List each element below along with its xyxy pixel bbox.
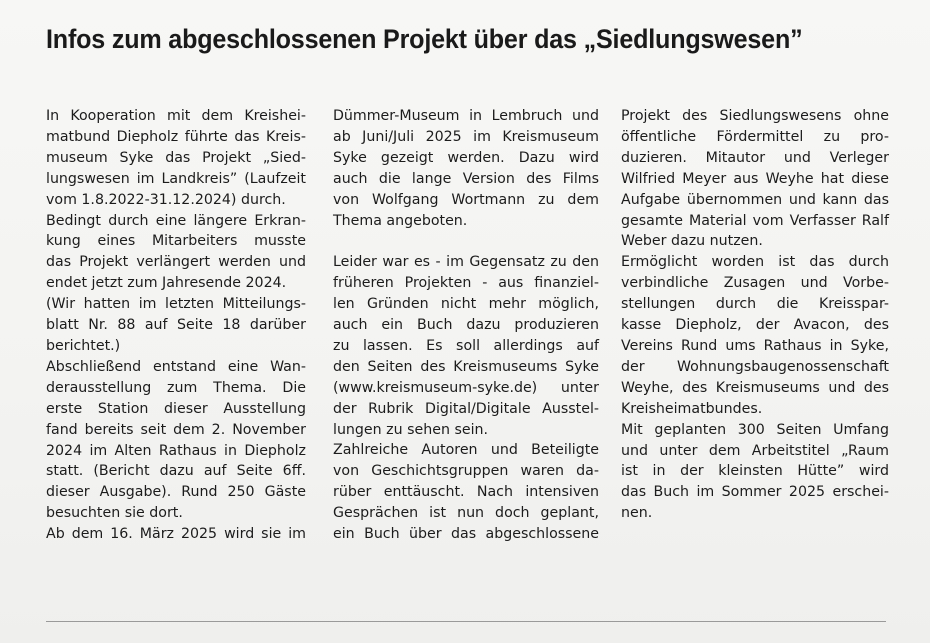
text-line: Kreisheimatbundes.: [621, 400, 763, 417]
text-line: Projekt des Siedlungswesens ohne: [621, 108, 889, 124]
text-line: kung eines Mitarbeiters musste: [46, 233, 306, 250]
text-line: gesamte Material vom Verfasser Ralf: [621, 212, 889, 229]
text-line: fand bereits seit dem 2. November: [46, 421, 306, 438]
text-line: Syke gezeigt werden. Dazu wird: [333, 149, 599, 166]
text-line: len Gründen nicht mehr möglich,: [333, 296, 599, 313]
text-line: 2024 im Alten Rathaus in Diepholz: [46, 442, 306, 459]
bottom-rule: [46, 621, 886, 622]
text-line: Zahlreiche Autoren und Beteiligte: [333, 442, 599, 459]
text-line: ein Buch über das abgeschlossene: [333, 526, 599, 543]
text-line: vom 1.8.2022-31.12.2024) durch.: [46, 191, 286, 208]
text-line: (www.kreismuseum-syke.de) unter: [333, 379, 599, 396]
text-line: (Wir hatten im letzten Mitteilungs-: [46, 296, 306, 313]
text-line: Wilfried Meyer aus Weyhe hat diese: [621, 170, 889, 187]
text-line: besuchten sie dort.: [46, 505, 183, 522]
text-line: Thema angeboten.: [333, 212, 468, 229]
text-line: Weber dazu nutzen.: [621, 233, 763, 250]
text-line: das Buch im Sommer 2025 erschei-: [621, 484, 889, 501]
text-line: In Kooperation mit dem Kreishei-: [46, 108, 306, 124]
text-line: erste Station dieser Ausstellung: [46, 400, 306, 417]
text-line: Ermöglicht worden ist das durch: [621, 254, 889, 271]
text-line: Bedingt durch eine längere Erkran-: [46, 212, 306, 229]
text-line: Mit geplanten 300 Seiten Umfang: [621, 421, 889, 438]
text-line: Dümmer-Museum in Lembruch und: [333, 108, 599, 124]
text-line: Aufgabe übernommen und kann das: [621, 191, 889, 208]
text-line: statt. (Bericht dazu auf Seite 6ff.: [46, 463, 306, 480]
text-line: lungen zu sehen sein.: [333, 421, 489, 438]
text-line: zu lassen. Es soll allerdings auf: [333, 337, 599, 354]
text-line: Leider war es - im Gegensatz zu den: [333, 254, 599, 271]
text-line: kasse Diepholz, der Avacon, des: [621, 317, 889, 334]
text-line: ab Juni/Juli 2025 im Kreismuseum: [333, 128, 599, 145]
text-line: dieser Ausgabe). Rund 250 Gäste: [46, 484, 306, 501]
text-line: stellungen durch die Kreisspar-: [621, 296, 889, 313]
text-line: der Rubrik Digital/Digitale Ausstel-: [333, 400, 599, 417]
text-line: Weyhe, des Kreismuseums und des: [621, 379, 889, 396]
text-line: auch ein Buch dazu produzieren: [333, 317, 599, 334]
text-line: museum Syke das Projekt „Sied-: [46, 149, 306, 166]
text-line: nen.: [621, 505, 653, 522]
text-column-1: [46, 106, 306, 545]
text-line: Abschließend entstand eine Wan-: [46, 358, 306, 375]
text-line: von Wolfgang Wortmann zu dem: [333, 191, 599, 208]
text-line: rüber enttäuscht. Nach intensiven: [333, 484, 599, 501]
text-column-2: [333, 106, 599, 545]
text-line: der Wohnungsbaugenossenschaft: [621, 358, 889, 375]
text-line: den Seiten des Kreismuseums Syke: [333, 358, 599, 375]
text-line: früheren Projekten - aus finanziel-: [333, 275, 599, 292]
text-line: matbund Diepholz führte das Kreis-: [46, 128, 306, 145]
text-line: berichtet.): [46, 337, 121, 354]
text-line: Vereins Rund ums Rathaus in Syke,: [621, 337, 889, 354]
text-line: öffentliche Fördermittel zu pro-: [621, 128, 889, 145]
text-line: auch die lange Version des Films: [333, 170, 599, 187]
text-line: Ab dem 16. März 2025 wird sie im: [46, 526, 306, 543]
text-line: von Geschichtsgruppen waren da-: [333, 463, 599, 480]
text-column-3: [621, 106, 889, 524]
text-line: blatt Nr. 88 auf Seite 18 darüber: [46, 317, 306, 334]
text-line: verbindliche Zusagen und Vorbe-: [621, 275, 889, 292]
text-line: und unter dem Arbeitstitel „Raum: [621, 442, 889, 459]
text-line: das Projekt verlängert werden und: [46, 254, 306, 271]
text-line: lungswesen im Landkreis” (Laufzeit: [46, 170, 306, 187]
text-line: derausstellung zum Thema. Die: [46, 379, 306, 396]
text-line: Gesprächen ist nun doch geplant,: [333, 505, 599, 522]
text-line: endet jetzt zum Jahresende 2024.: [46, 275, 287, 292]
text-line: ist in der kleinsten Hütte” wird: [621, 463, 889, 480]
text-line: duzieren. Mitautor und Verleger: [621, 149, 889, 166]
paragraph-gap: [333, 231, 599, 252]
article-title: Infos zum abgeschlossenen Projekt über das „Siedlungswesen”: [46, 24, 803, 54]
